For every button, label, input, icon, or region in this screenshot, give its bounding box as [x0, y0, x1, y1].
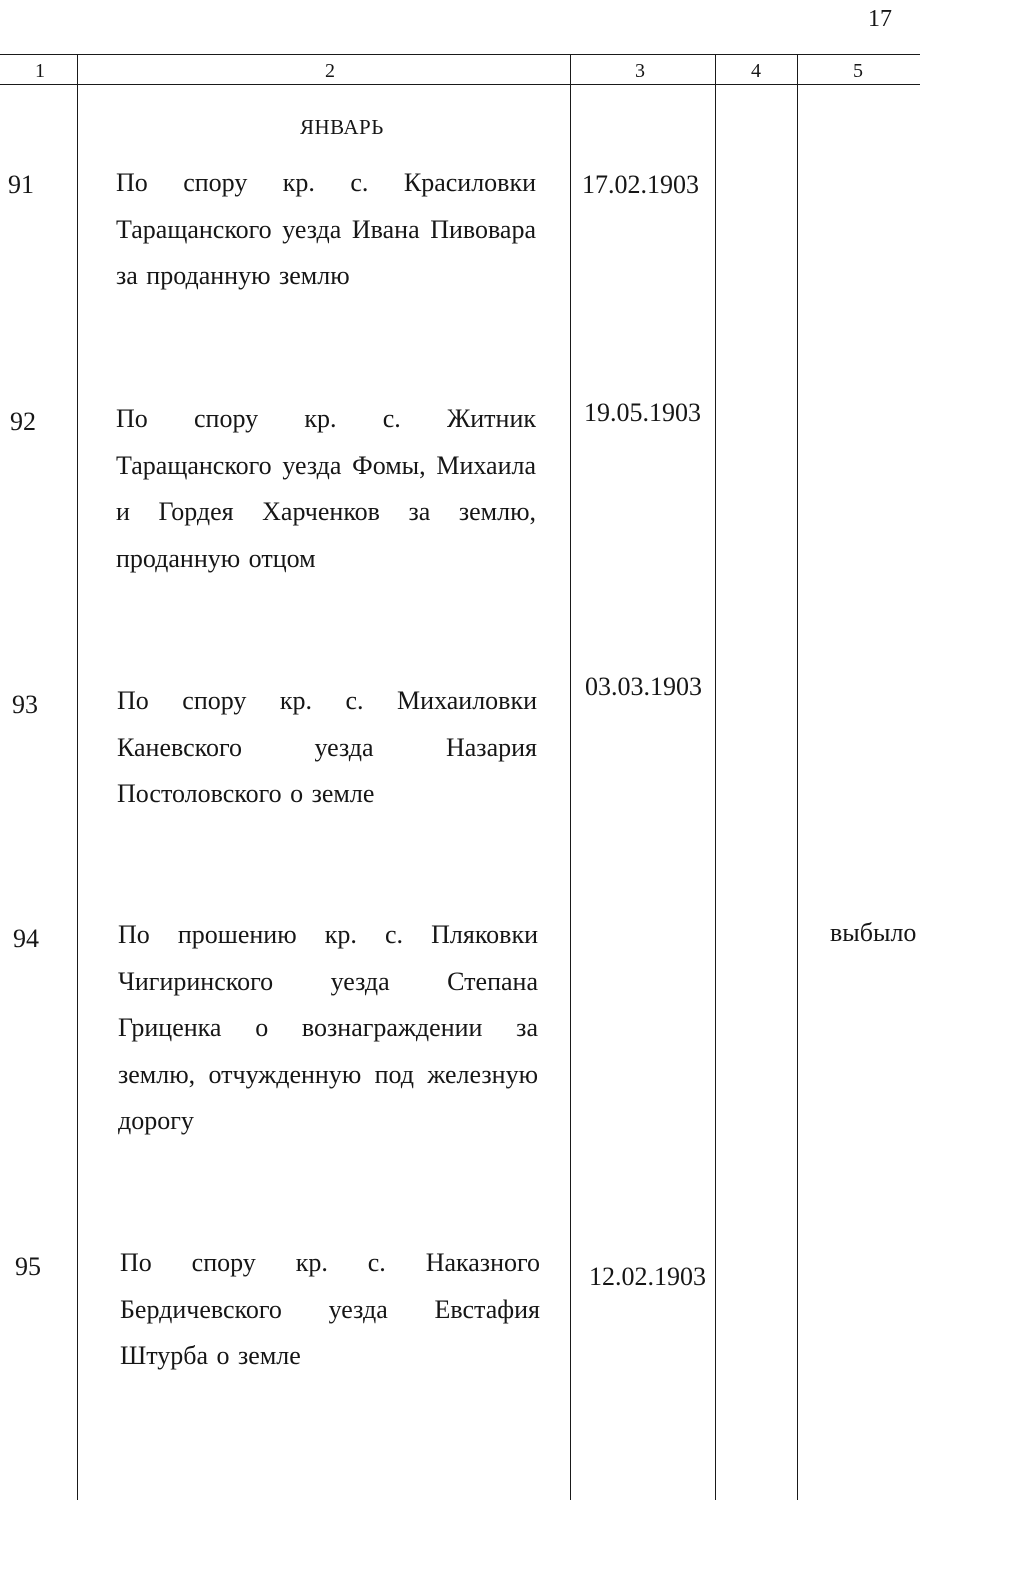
table-header-border: [0, 84, 920, 85]
row-number: 94: [13, 924, 39, 953]
column-header-1: 1: [35, 60, 45, 82]
row-description: По спору кр. с. Житник Таращанского уезда Фомы, Михаила и Гордея Харченков за землю, проданную отцом: [116, 404, 536, 573]
row-description: По прошению кр. с. Пляковки Чигиринского уезда Степана Гриценка о вознаграждении за землю, отчужденную под железную дорогу: [118, 920, 538, 1135]
row-date: 19.05.1903: [584, 398, 701, 427]
row-number: 95: [15, 1252, 41, 1281]
page-number: 17: [868, 6, 892, 32]
column-divider-2: [570, 54, 571, 1500]
row-description: По спору кр. с. Михаиловки Каневского уезда Назария Постоловского о земле: [117, 686, 537, 808]
column-header-5: 5: [853, 60, 863, 82]
row-description: По спору кр. с. Наказного Бердичевского уезда Евстафия Штурба о земле: [120, 1248, 540, 1370]
row-date: 03.03.1903: [585, 672, 702, 701]
row-date: 12.02.1903: [589, 1262, 706, 1291]
column-divider-1: [77, 54, 78, 1500]
row-description: По спору кр. с. Красиловки Таращанского уезда Ивана Пивовара за проданную землю: [116, 168, 536, 290]
column-divider-3: [715, 54, 716, 1500]
column-header-2: 2: [325, 60, 335, 82]
row-number: 92: [10, 407, 36, 436]
column-divider-4: [797, 54, 798, 1500]
row-number: 91: [8, 170, 34, 199]
row-note: выбыло: [830, 918, 917, 947]
column-header-3: 3: [635, 60, 645, 82]
table-top-border: [0, 54, 920, 55]
row-date: 17.02.1903: [582, 170, 699, 199]
section-title: ЯНВАРЬ: [300, 115, 384, 139]
row-number: 93: [12, 690, 38, 719]
column-header-4: 4: [751, 60, 761, 82]
